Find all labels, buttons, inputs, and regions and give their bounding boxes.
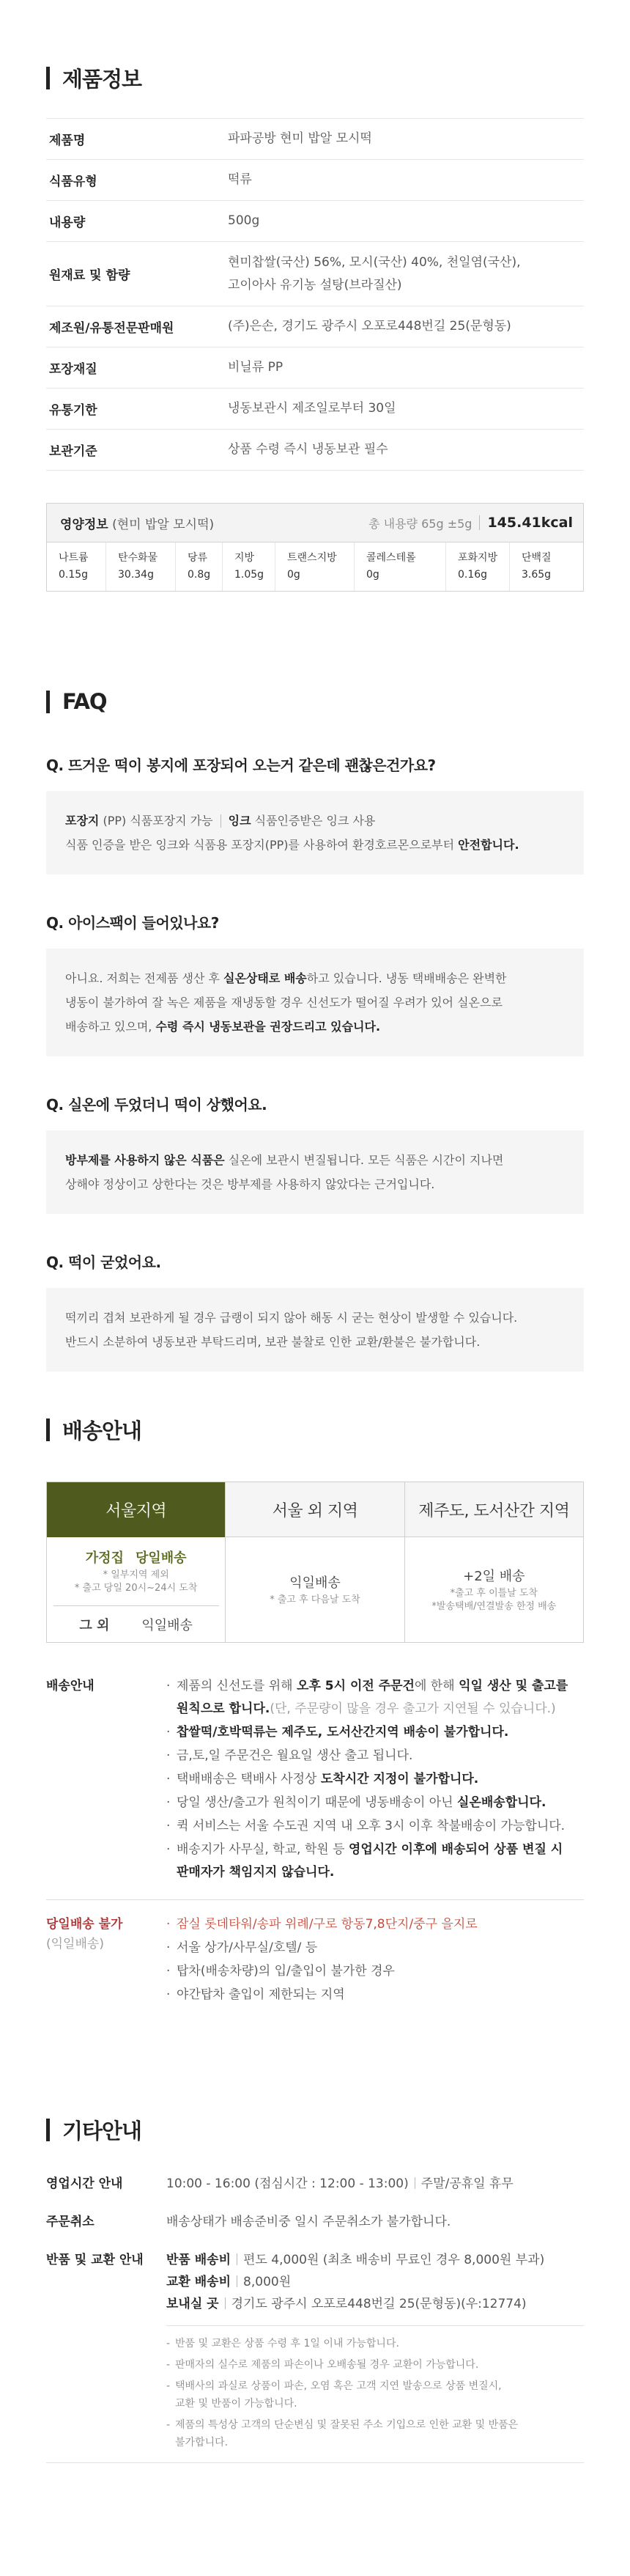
nutrition-product: (현미 밥알 모시떡) bbox=[112, 517, 215, 532]
faq-answer bbox=[46, 1288, 584, 1372]
answer-bold: 실온상태로 배송 bbox=[223, 971, 307, 985]
delivery-col-head: 서울 외 지역 bbox=[226, 1482, 404, 1537]
item-bold: 찹쌀떡/호박떡류는 제주도, 도서산간지역 배송이 불가합니다. bbox=[177, 1725, 509, 1740]
return-notes bbox=[166, 2325, 584, 2451]
nutrient-name: 단백질 bbox=[522, 552, 552, 564]
product-info-title-text: 제품정보 bbox=[62, 67, 142, 92]
item-bold: 익일 생산 및 출고를 bbox=[459, 1679, 568, 1693]
note-item: - 택배사의 과실로 상품이 파손, 오염 혹은 고객 지연 발송으로 상품 변질시, 교환 및 반품이 가능합니다. bbox=[166, 2377, 584, 2413]
item-text: 제품의 신선도를 위해 bbox=[177, 1679, 297, 1693]
faq-answer bbox=[46, 791, 584, 875]
nutrient-value: 0.8g bbox=[188, 569, 211, 581]
faq-item bbox=[46, 1093, 584, 1214]
answer-text: 떡끼리 겹쳐 보관하게 될 경우 급랭이 되지 않아 해동 시 굳는 현상이 발생할 수 있습니다. bbox=[65, 1311, 518, 1325]
cancel-label: 주문취소 bbox=[46, 2215, 94, 2229]
home-label: 가정집 bbox=[85, 1550, 124, 1566]
row-value: (주)은손, 경기도 광주시 오포로448번길 25(문형동) bbox=[228, 319, 511, 334]
list-item: · 제품의 신선도를 위해 오후 5시 이전 주문건에 한해 익일 생산 및 출고를 원칙으로 합니다.(단, 주문량이 많을 경우 출고가 지연될 수 있습니다.) bbox=[163, 1675, 584, 1721]
delivery-col-head: 제주도, 도서산간 지역 bbox=[405, 1482, 583, 1537]
title-bar bbox=[46, 691, 50, 713]
nutrition-cell bbox=[47, 542, 106, 591]
return-row bbox=[46, 2249, 584, 2455]
faq-item bbox=[46, 1251, 584, 1372]
row-key: 보관기준 bbox=[49, 444, 97, 459]
list-item: · 서울 상가/사무실/호텔/ 등 bbox=[163, 1937, 584, 1959]
nutrition-title bbox=[60, 514, 214, 532]
same-day-sub: (익일배송) bbox=[46, 1937, 104, 1951]
nutrition-label: 영양정보 bbox=[60, 517, 108, 532]
row-value: 비닐류 PP bbox=[228, 360, 284, 375]
send-address-value: 경기도 광주시 오포로448번길 25(문형동)(우:12774) bbox=[231, 2297, 527, 2311]
nutrient-name: 당류 bbox=[188, 552, 208, 564]
exchange-fee-value: 8,000원 bbox=[243, 2275, 292, 2289]
row-key: 내용량 bbox=[49, 216, 86, 230]
nutrient-name: 콜레스테롤 bbox=[366, 552, 416, 564]
item-note: (단, 주문량이 많을 경우 출고가 지연될 수 있습니다.) bbox=[270, 1701, 556, 1716]
item-bold: 판매자가 책임지지 않습니다. bbox=[177, 1865, 335, 1880]
list-item: · 탑차(배송차량)의 입/출입이 불가한 경우 bbox=[163, 1960, 584, 1983]
hours-holiday: 주말/공휴일 휴무 bbox=[420, 2176, 514, 2191]
divider bbox=[46, 2462, 584, 2463]
etc-section bbox=[0, 2115, 630, 2463]
nutrient-name: 지방 bbox=[234, 552, 255, 564]
nutrient-name: 탄수화물 bbox=[118, 552, 158, 564]
table-row bbox=[46, 430, 584, 471]
note-item: - 반품 및 교환은 상품 수령 후 1일 이내 가능합니다. bbox=[166, 2335, 584, 2352]
same-day-title: 당일배송 불가 bbox=[46, 1917, 123, 1932]
divider bbox=[225, 2297, 226, 2309]
return-content bbox=[166, 2249, 584, 2455]
answer-bold: 방부제를 사용하지 않은 식품은 bbox=[65, 1153, 225, 1167]
title-bar bbox=[46, 2119, 50, 2141]
answer-text: 배송하고 있으며, bbox=[65, 1020, 152, 1034]
nutrition-cell bbox=[355, 542, 446, 591]
delivery-title bbox=[46, 1415, 584, 1445]
list-item bbox=[163, 1721, 584, 1744]
return-fee-value: 편도 4,000원 (최초 배송비 무료인 경우 8,000원 부과) bbox=[243, 2253, 545, 2267]
delivery-note: * 출고 후 다음날 도착 bbox=[270, 1594, 360, 1605]
table-row bbox=[46, 201, 584, 242]
row-key: 포장재질 bbox=[49, 362, 97, 377]
answer-bold: 수령 즉시 냉동보관을 권장드리고 있습니다. bbox=[155, 1020, 381, 1034]
chip-text: (PP) 식품포장지 가능 bbox=[103, 814, 213, 828]
item-text: 배송지가 사무실, 학교, 학원 등 bbox=[177, 1842, 349, 1857]
item-text: 에 한해 bbox=[414, 1679, 459, 1693]
same-day-unavailable bbox=[46, 1913, 584, 2007]
same-day-list bbox=[163, 1913, 584, 2007]
answer-text: 실온에 보관시 변질됩니다. 모든 식품은 시간이 지나면 bbox=[228, 1153, 504, 1167]
delivery-main: 익일배송 bbox=[289, 1575, 341, 1591]
cancel-value: 배송상태가 배송준비중 일시 주문취소가 불가합니다. bbox=[166, 2215, 451, 2229]
item-bold: 영업시간 이후에 배송되어 상품 변질 시 bbox=[348, 1842, 563, 1857]
product-info-table bbox=[46, 118, 584, 471]
table-row bbox=[46, 119, 584, 160]
list-item bbox=[163, 1745, 584, 1767]
faq-question: Q. 떡이 굳었어요. bbox=[46, 1254, 161, 1271]
nutrient-value: 0g bbox=[287, 569, 300, 581]
delivery-section bbox=[0, 1415, 630, 2007]
row-value: 상품 수령 즉시 냉동보관 필수 bbox=[228, 442, 388, 457]
faq-item bbox=[46, 911, 584, 1056]
row-key: 식품유형 bbox=[49, 174, 97, 189]
exchange-fee-label: 교환 배송비 bbox=[166, 2275, 231, 2289]
chip-label: 포장지 bbox=[65, 814, 100, 828]
title-bar bbox=[46, 1418, 50, 1441]
item-text: 택배배송은 택배사 사정상 bbox=[177, 1772, 321, 1786]
list-item bbox=[163, 1839, 584, 1884]
answer-text: 상해야 정상이고 상한다는 것은 방부제를 사용하지 않았다는 근거입니다. bbox=[65, 1177, 435, 1191]
row-key: 제품명 bbox=[49, 133, 86, 148]
note-item: - 판매자의 실수로 제품의 파손이나 오배송될 경우 교환이 가능합니다. bbox=[166, 2356, 584, 2374]
delivery-col-body bbox=[405, 1537, 583, 1642]
answer-text: 아니요. 저희는 전제품 생산 후 bbox=[65, 971, 220, 985]
faq-chip-line bbox=[65, 809, 565, 833]
delivery-note: *발송택배/연결발송 한정 배송 bbox=[431, 1601, 557, 1612]
nutrient-value: 0g bbox=[366, 569, 379, 581]
faq-section bbox=[0, 689, 630, 1372]
delivery-col-jeju bbox=[405, 1482, 583, 1642]
row-key: 유통기한 bbox=[49, 403, 97, 418]
cancel-row bbox=[46, 2211, 584, 2233]
divider bbox=[46, 1899, 584, 1900]
delivery-note: *출고 후 이틀날 도착 bbox=[450, 1588, 538, 1599]
table-row bbox=[46, 160, 584, 201]
list-item bbox=[163, 1815, 584, 1838]
row-value: 파파공방 현미 밥알 모시떡 bbox=[228, 131, 372, 146]
hours-value: 10:00 - 16:00 (점심시간 : 12:00 - 13:00) bbox=[166, 2176, 409, 2191]
delivery-col-body bbox=[226, 1537, 404, 1642]
other-label: 그 외 bbox=[79, 1618, 110, 1633]
delivery-info-list bbox=[163, 1675, 584, 1885]
row-key: 원재료 및 함량 bbox=[49, 268, 130, 283]
hours-label: 영업시간 안내 bbox=[46, 2176, 123, 2191]
nutrition-header bbox=[47, 504, 583, 542]
delivery-info bbox=[46, 1675, 584, 1885]
answer-bold: 안전합니다. bbox=[458, 838, 519, 852]
table-row bbox=[46, 389, 584, 430]
faq-item bbox=[46, 754, 584, 875]
row-value: 떡류 bbox=[228, 172, 252, 187]
note-item: - 제품의 특성상 고객의 단순변심 및 잘못된 주소 기입으로 인한 교환 및 반품은 불가합니다. bbox=[166, 2416, 584, 2451]
row-value-line1: 현미찹쌀(국산) 56%, 모시(국산) 40%, 천일염(국산), bbox=[228, 254, 521, 270]
table-row bbox=[46, 347, 584, 389]
faq-answer bbox=[46, 1130, 584, 1214]
faq-question: Q. 실온에 두었더니 떡이 상했어요. bbox=[46, 1096, 267, 1114]
nutrient-value: 30.34g bbox=[118, 569, 154, 581]
return-label: 반품 및 교환 안내 bbox=[46, 2253, 144, 2267]
nutrition-cell bbox=[275, 542, 355, 591]
nutrient-value: 0.16g bbox=[458, 569, 488, 581]
item-text: 금,토,일 주문건은 월요일 생산 출고 됩니다. bbox=[177, 1748, 413, 1763]
nutrition-cells bbox=[47, 542, 583, 591]
etc-title bbox=[46, 2115, 584, 2145]
faq-answer-text bbox=[65, 833, 565, 857]
same-day-text: 당일배송 bbox=[135, 1550, 187, 1566]
list-item bbox=[163, 1768, 584, 1791]
nutrition-total-label: 총 내용량 65g ±5g bbox=[368, 516, 472, 531]
delivery-title-text: 배송안내 bbox=[62, 1418, 142, 1443]
item-bold: 오후 5시 이전 주문건 bbox=[297, 1679, 415, 1693]
product-info-section bbox=[0, 63, 630, 592]
faq-question: Q. 뜨거운 떡이 봉지에 포장되어 오는거 같은데 괜찮은건가요? bbox=[46, 757, 436, 774]
nutrient-name: 트랜스지방 bbox=[287, 552, 337, 564]
faq-title bbox=[46, 689, 584, 714]
item-bold: 도착시간 지정이 불가합니다. bbox=[320, 1772, 479, 1786]
nutrition-cell bbox=[106, 542, 176, 591]
list-item bbox=[163, 1792, 584, 1814]
answer-text: 하고 있습니다. 냉동 택배배송은 완벽한 bbox=[306, 971, 507, 985]
answer-text: 식품 인증을 받은 잉크와 식품용 포장지(PP)를 사용하여 환경호르몬으로부터 bbox=[65, 838, 455, 852]
nutrition-cell bbox=[176, 542, 223, 591]
delivery-note: * 출고 당일 20시~24시 도착 bbox=[74, 1583, 198, 1594]
item-bold: 실온배송합니다. bbox=[457, 1795, 546, 1810]
nutrient-value: 3.65g bbox=[522, 569, 552, 581]
nutrient-name: 나트륨 bbox=[59, 552, 89, 564]
table-row bbox=[46, 306, 584, 347]
delivery-col-body bbox=[47, 1537, 225, 1642]
nutrient-name: 포화지방 bbox=[458, 552, 498, 564]
nutrition-cell bbox=[223, 542, 275, 591]
nutrient-value: 0.15g bbox=[59, 569, 89, 581]
item-text: 퀵 서비스는 서울 수도권 지역 내 오후 3시 이후 착불배송이 가능합니다. bbox=[177, 1819, 566, 1833]
delivery-info-label: 배송안내 bbox=[46, 1679, 94, 1693]
divider bbox=[220, 814, 221, 828]
table-row bbox=[46, 242, 584, 306]
list-item: · 야간탑차 출입이 제한되는 지역 bbox=[163, 1984, 584, 2006]
row-value: 500g bbox=[228, 213, 260, 228]
delivery-note: * 일부지역 제외 bbox=[103, 1569, 169, 1580]
hours-row bbox=[46, 2173, 584, 2195]
same-day-label bbox=[46, 1913, 163, 2007]
nutrition-cell bbox=[510, 542, 583, 591]
row-key: 제조원/유통전문판매원 bbox=[49, 321, 174, 336]
divider bbox=[479, 515, 480, 530]
row-value: 냉동보관시 제조일로부터 30일 bbox=[228, 401, 396, 416]
nutrition-cell bbox=[446, 542, 510, 591]
faq-title-text: FAQ bbox=[62, 689, 107, 714]
row-value-line2: 고이아사 유기농 설탕(브라질산) bbox=[228, 277, 402, 292]
etc-title-text: 기타안내 bbox=[62, 2119, 142, 2143]
answer-text: 반드시 소분하여 냉동보관 부탁드리며, 보관 불찰로 인한 교환/환불은 불가합니다. bbox=[65, 1335, 481, 1349]
row-value bbox=[228, 242, 584, 306]
delivery-main: +2일 배송 bbox=[463, 1569, 525, 1584]
nutrient-value: 1.05g bbox=[234, 569, 264, 581]
nutrition-total bbox=[368, 515, 573, 531]
send-address-label: 보내실 곳 bbox=[166, 2297, 219, 2311]
delivery-col-seoul bbox=[47, 1482, 226, 1642]
nutrition-kcal: 145.41kcal bbox=[487, 515, 573, 531]
return-fee-label: 반품 배송비 bbox=[166, 2253, 231, 2267]
delivery-col-outside-seoul bbox=[226, 1482, 404, 1642]
chip-text: 식품인증받은 잉크 사용 bbox=[254, 814, 376, 828]
same-day-label bbox=[86, 1548, 187, 1567]
answer-text: 냉동이 불가하여 잘 녹은 제품을 재냉동할 경우 신선도가 떨어질 우려가 있어 실온으로 bbox=[65, 996, 503, 1009]
faq-answer bbox=[46, 949, 584, 1056]
faq-question: Q. 아이스팩이 들어있나요? bbox=[46, 914, 219, 932]
other-row bbox=[53, 1605, 219, 1634]
title-bar bbox=[46, 67, 50, 89]
delivery-table bbox=[46, 1482, 584, 1643]
delivery-col-head: 서울지역 bbox=[47, 1482, 225, 1537]
item-text: 당일 생산/출고가 원칙이기 때문에 냉동배송이 아닌 bbox=[177, 1795, 458, 1810]
list-item: · 잠실 롯데타워/송파 위례/구로 항동7,8단지/중구 을지로 bbox=[163, 1913, 584, 1936]
chip-label: 잉크 bbox=[228, 814, 251, 828]
other-value: 익일배송 bbox=[141, 1618, 193, 1633]
nutrition-box bbox=[46, 503, 584, 592]
product-info-title bbox=[46, 63, 584, 93]
